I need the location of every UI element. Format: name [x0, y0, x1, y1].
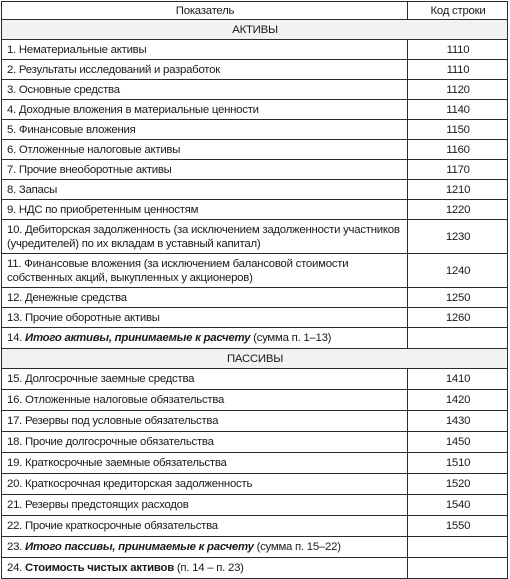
row-code: 1140 — [408, 100, 508, 120]
table-row — [2, 516, 508, 537]
net-assets-title: Стоимость чистых активов — [25, 562, 174, 574]
table-row — [2, 369, 508, 390]
table-row — [2, 120, 508, 140]
table-row — [2, 453, 508, 474]
table-row — [2, 288, 508, 308]
total-liabilities-code — [408, 537, 508, 558]
liabilities-section-title: ПАССИВЫ — [2, 349, 508, 369]
table-row — [2, 390, 508, 411]
row-label: 15. Долгосрочные заемные средства — [2, 369, 408, 390]
assets-section-row — [2, 20, 508, 40]
row-label: 18. Прочие долгосрочные обязательства — [2, 432, 408, 453]
total-assets-title: Итого активы, принимаемые к расчету — [25, 332, 251, 344]
table-row — [2, 308, 508, 328]
total-liabilities-label — [2, 537, 408, 558]
row-label: 7. Прочие внеоборотные активы — [2, 160, 408, 180]
row-label: 1. Нематериальные активы — [2, 40, 408, 60]
net-assets-prefix: 24. — [7, 562, 25, 574]
row-label: 10. Дебиторская задолженность (за исключением задолженности участников (учредителей) по их вкладам в уставный капитал) — [2, 220, 408, 254]
net-assets-code — [408, 558, 508, 579]
row-code: 1110 — [408, 40, 508, 60]
row-code: 1210 — [408, 180, 508, 200]
row-label: 12. Денежные средства — [2, 288, 408, 308]
total-liabilities-prefix: 23. — [7, 541, 25, 553]
row-code: 1510 — [408, 453, 508, 474]
total-assets-prefix: 14. — [7, 332, 25, 344]
row-label: 19. Краткосрочные заемные обязательства — [2, 453, 408, 474]
row-label: 4. Доходные вложения в материальные ценности — [2, 100, 408, 120]
total-assets-suffix: (сумма п. 1–13) — [250, 332, 332, 344]
row-label: 11. Финансовые вложения (за исключением балансовой стоимости собственных акций, выкупленных у акционеров) — [2, 254, 408, 288]
table-row — [2, 220, 508, 254]
net-assets-row — [2, 558, 508, 579]
table-row — [2, 411, 508, 432]
row-label: 8. Запасы — [2, 180, 408, 200]
row-code: 1410 — [408, 369, 508, 390]
table-row — [2, 40, 508, 60]
header-indicator: Показатель — [2, 2, 408, 20]
row-code: 1430 — [408, 411, 508, 432]
table-row — [2, 474, 508, 495]
row-label: 6. Отложенные налоговые активы — [2, 140, 408, 160]
total-liabilities-title: Итого пассивы, принимаемые к расчету — [25, 541, 254, 553]
row-code: 1230 — [408, 220, 508, 254]
row-code: 1220 — [408, 200, 508, 220]
row-label: 22. Прочие краткосрочные обязательства — [2, 516, 408, 537]
table-row — [2, 140, 508, 160]
row-label: 16. Отложенные налоговые обязательства — [2, 390, 408, 411]
row-code: 1450 — [408, 432, 508, 453]
row-label: 17. Резервы под условные обязательства — [2, 411, 408, 432]
row-code: 1120 — [408, 80, 508, 100]
row-code: 1160 — [408, 140, 508, 160]
row-label: 20. Краткосрочная кредиторская задолженность — [2, 474, 408, 495]
table-row — [2, 432, 508, 453]
row-label: 2. Результаты исследований и разработок — [2, 60, 408, 80]
total-assets-row — [2, 328, 508, 349]
assets-section-title: АКТИВЫ — [2, 20, 508, 40]
table-row — [2, 254, 508, 288]
table-header-row — [2, 2, 508, 20]
row-code: 1150 — [408, 120, 508, 140]
row-code: 1170 — [408, 160, 508, 180]
row-label: 5. Финансовые вложения — [2, 120, 408, 140]
table-row — [2, 495, 508, 516]
row-code: 1420 — [408, 390, 508, 411]
table-row — [2, 80, 508, 100]
net-assets-label — [2, 558, 408, 579]
header-code: Код строки — [408, 2, 508, 20]
total-liabilities-row — [2, 537, 508, 558]
row-code: 1540 — [408, 495, 508, 516]
total-assets-code — [408, 328, 508, 349]
table-row — [2, 100, 508, 120]
row-label: 13. Прочие оборотные активы — [2, 308, 408, 328]
total-liabilities-suffix: (сумма п. 15–22) — [253, 541, 341, 553]
row-label: 21. Резервы предстоящих расходов — [2, 495, 408, 516]
total-assets-label — [2, 328, 408, 349]
row-label: 3. Основные средства — [2, 80, 408, 100]
row-code: 1240 — [408, 254, 508, 288]
liabilities-section-row — [2, 349, 508, 369]
row-label: 9. НДС по приобретенным ценностям — [2, 200, 408, 220]
row-code: 1110 — [408, 60, 508, 80]
table-row — [2, 60, 508, 80]
table-row — [2, 180, 508, 200]
row-code: 1520 — [408, 474, 508, 495]
row-code: 1550 — [408, 516, 508, 537]
net-assets-table — [1, 1, 508, 579]
table-row — [2, 200, 508, 220]
table-row — [2, 160, 508, 180]
row-code: 1260 — [408, 308, 508, 328]
row-code: 1250 — [408, 288, 508, 308]
net-assets-suffix: (п. 14 – п. 23) — [173, 562, 244, 574]
net-assets-table-document — [1, 1, 507, 579]
